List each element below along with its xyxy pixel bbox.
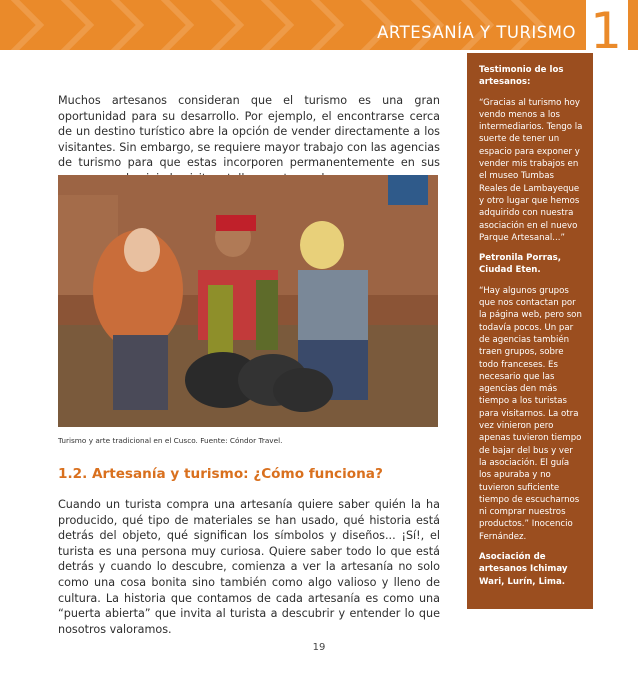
page-number: 19 xyxy=(312,642,326,653)
section-heading: 1.2. Artesanía y turismo: ¿Cómo funciona? xyxy=(58,466,383,482)
intro-paragraph: Muchos artesanos consideran que el turismo es una gran oportunidad para su desarrollo. Por ejemplo, el encontrarse cerca de un destino turístico abre la opción de vender directamente a los visitantes. Sin embargo, se requiere mayor trabajo con las agencias de turismo para que estas incorporen permanentemente en sus xyxy=(58,94,440,170)
section-paragraph: Cuando un turista compra una artesanía quiere saber quién la ha producido, qué tipo de materiales se han usado, qué historia está detrás del objeto, qué significan los símbolos y diseños... ¡Sí!, el turista es una persona muy curiosa. Quiere saber todo lo que está detrás y cuando lo descubre, comienza a ver la artesanía no solo como una cosa bonita sino también como algo valioso y lleno de cultura. La historia que contamos de cada artesanía es como una “puerta abierta” que invita al turista a descubrir y entender lo que nosotros valoramos. xyxy=(58,498,440,636)
chapter-title: ARTESANÍA Y TURISMO xyxy=(377,23,576,42)
artisans-tourists-photo xyxy=(58,175,438,427)
testimonial-author-2: Asociación de artesanos Ichimay Wari, Lurín, Lima. xyxy=(479,551,568,587)
chapter-number: 1 xyxy=(590,2,622,50)
testimonial-quote-1: “Gracias al turismo hoy vendo menos a los intermediarios. Tengo la suerte de tener un espacio para exponer y vender mis trabajos en el museo Tumbas Reales de Lambayeque y otro lugar que hemos adquirido con nuestra asociación en el nuevo Parque Artesanal...” xyxy=(479,97,583,243)
chapter-header-bar xyxy=(0,0,638,50)
sidebar-title: Testimonio de los artesanos: xyxy=(479,65,564,88)
testimonial-quote-2: “Hay algunos grupos que nos contactan por la página web, pero son todavía pocos. Un par de agencias también traen grupos, sobre todo franceses. Es necesario que las agencias den más tiempo a los turistas para visitarnos. La otra vez vinieron pero apenas tuvieron tiempo de bajar del bus y ver la asociación. El guía los apuraba y no tuvieron suficiente tiempo de escucharnos ni comprar nuestros productos.” Inocencio Fernández. xyxy=(479,285,582,542)
testimonial-author-1: Petronila Porras, Ciudad Eten. xyxy=(479,253,562,276)
testimonials-sidebar xyxy=(467,53,593,609)
photo-caption: Turismo y arte tradicional en el Cusco. Fuente: Cóndor Travel. xyxy=(58,436,283,445)
